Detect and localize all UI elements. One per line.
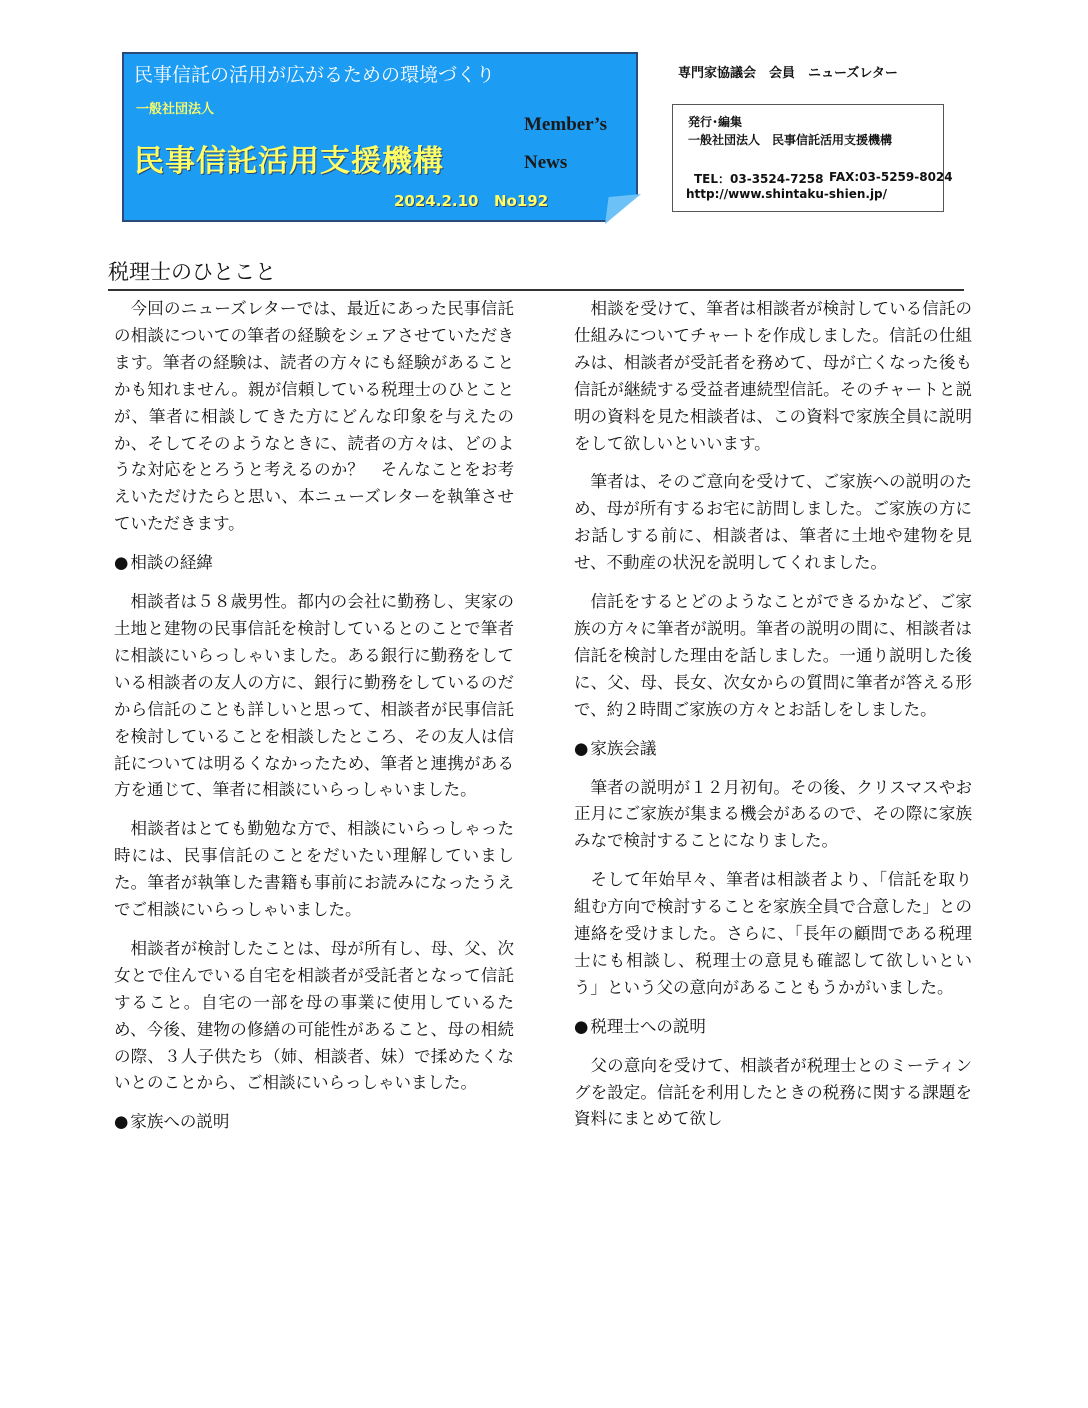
issue-number: No192 [494,192,549,210]
paragraph: 父の意向を受けて、相談者が税理士とのミーティングを設定。信託を利用したときの税務に関する課題を資料にまとめて欲し [574,1055,972,1129]
paragraph: 相談者はとても勤勉な方で、相談にいらっしゃった時には、民事信託のことをだいたい理解していました。筆者が執筆した書籍も事前にお読みになったうえでご相談にいらっしゃいました。 [114,819,514,920]
paragraph: 信託をするとどのようなことができるかなど、ご家族の方々に筆者が説明。筆者の説明の間に、相談者は信託を検討した理由を話しました。一通り説明した後に、父、母、長女、次女からの質問に筆者が答える形で、約２時間ご家族の方々とお話しをしました。 [574,592,972,719]
title-divider [108,289,964,291]
banner-members-label: Member’s [524,114,607,135]
banner-slogan: 民事信託の活用が広がるための環境づくり [134,64,496,86]
paragraph: 相談を受けて、筆者は相談者が検討している信託の仕組みについてチャートを作成しました。信託の仕組みは、相談者が受託者を務めて、母が亡くなった後も信託が継続する受益者連続型信託。そのチャートと説明の資料を見た相談者は、この資料で家族全員に説明をして欲しいといいます。 [574,299,972,453]
bullet-icon: ● [114,1112,129,1132]
publisher-tel: TEL：03-3524-7258 [694,172,824,186]
publisher-label: 発行･編集 [688,115,743,129]
paragraph: 筆者は、そのご意向を受けて、ご家族への説明のため、母が所有するお宅に訪問しました。ご家族の方にお話しする前に、相談者は、筆者に土地や建物を見せ、不動産の状況を説明してくれました。 [574,472,972,573]
article-column-left [114,296,514,1148]
banner-org-type: 一般社団法人 [136,102,215,117]
paragraph: そして年始早々、筆者は相談者より、「信託を取り組む方向で検討することを家族全員で合意した」との連絡を受けました。さらに、「長年の顧問である税理士にも相談し、税理士の意見も確認して欲しいという」という父の意向があることもうかがいました。 [574,870,972,997]
section-heading [114,550,514,577]
section-heading [574,736,972,763]
section-heading [574,1014,972,1041]
banner-news-label: News [524,152,568,173]
paragraph: 相談者は５８歳男性。都内の会社に勤務し、実家の土地と建物の民事信託を検討しているとのことで筆者に相談にいらっしゃいました。ある銀行に勤務をしている相談者の友人の方に、銀行に勤務をしているのだから信託のことも詳しいと思って、相談者が民事信託を検討していることを相談したところ、その友人は信託については明るくなかったため、筆者と連携がある方を通じて、筆者に相談にいらっしゃいました。 [114,592,514,800]
banner-org-name: 民事信託活用支援機構 [134,144,444,179]
publisher-url[interactable]: http://www.shintaku-shien.jp/ [686,187,888,201]
article-title: 税理士のひとこと [108,260,276,284]
article-column-right [574,296,972,1145]
section-heading-text: 相談の経緯 [130,553,213,573]
section-heading-text: 税理士への説明 [590,1016,706,1036]
section-heading-text: 家族会議 [590,738,657,758]
publisher-fax: FAX:03-5259-8024 [829,170,953,184]
bullet-icon: ● [574,738,589,758]
bullet-icon: ● [574,1016,589,1036]
issue-date: 2024.2.10 [394,192,479,210]
section-heading [114,1109,514,1136]
paragraph: 今回のニューズレターでは、最近にあった民事信託の相談についての筆者の経験をシェアさせていただきます。筆者の経験は、読者の方々にも経験があることかも知れません。親が信頼している税理士のひとことが、筆者に相談してきた方にどんな印象を与えたのか、そしてそのようなときに、読者の方々は、どのような対応をとろうと考えるのか？ そんなことをお考えいただけたらと思い、本ニューズレターを執筆させていただきます。 [114,299,514,534]
bullet-icon: ● [114,553,129,573]
banner-fold-corner [605,194,641,224]
paragraph: 相談者が検討したことは、母が所有し、母、父、次女とで住んでいる自宅を相談者が受託者となって信託すること。自宅の一部を母の事業に使用しているため、今後、建物の修繕の可能性があること、母の相続の際、３人子供たち（姉、相談者、妹）で揉めたくないとのことから、ご相談にいらっしゃいました。 [114,938,514,1093]
paragraph: 筆者の説明が１２月初旬。その後、クリスマスやお正月にご家族が集まる機会があるので、その際に家族みなで検討することになりました。 [574,777,972,851]
section-heading-text: 家族への説明 [130,1112,230,1132]
publisher-name: 一般社団法人 民事信託活用支援機構 [688,133,893,147]
newsletter-tagline: 専門家協議会 会員 ニューズレター [678,66,898,81]
